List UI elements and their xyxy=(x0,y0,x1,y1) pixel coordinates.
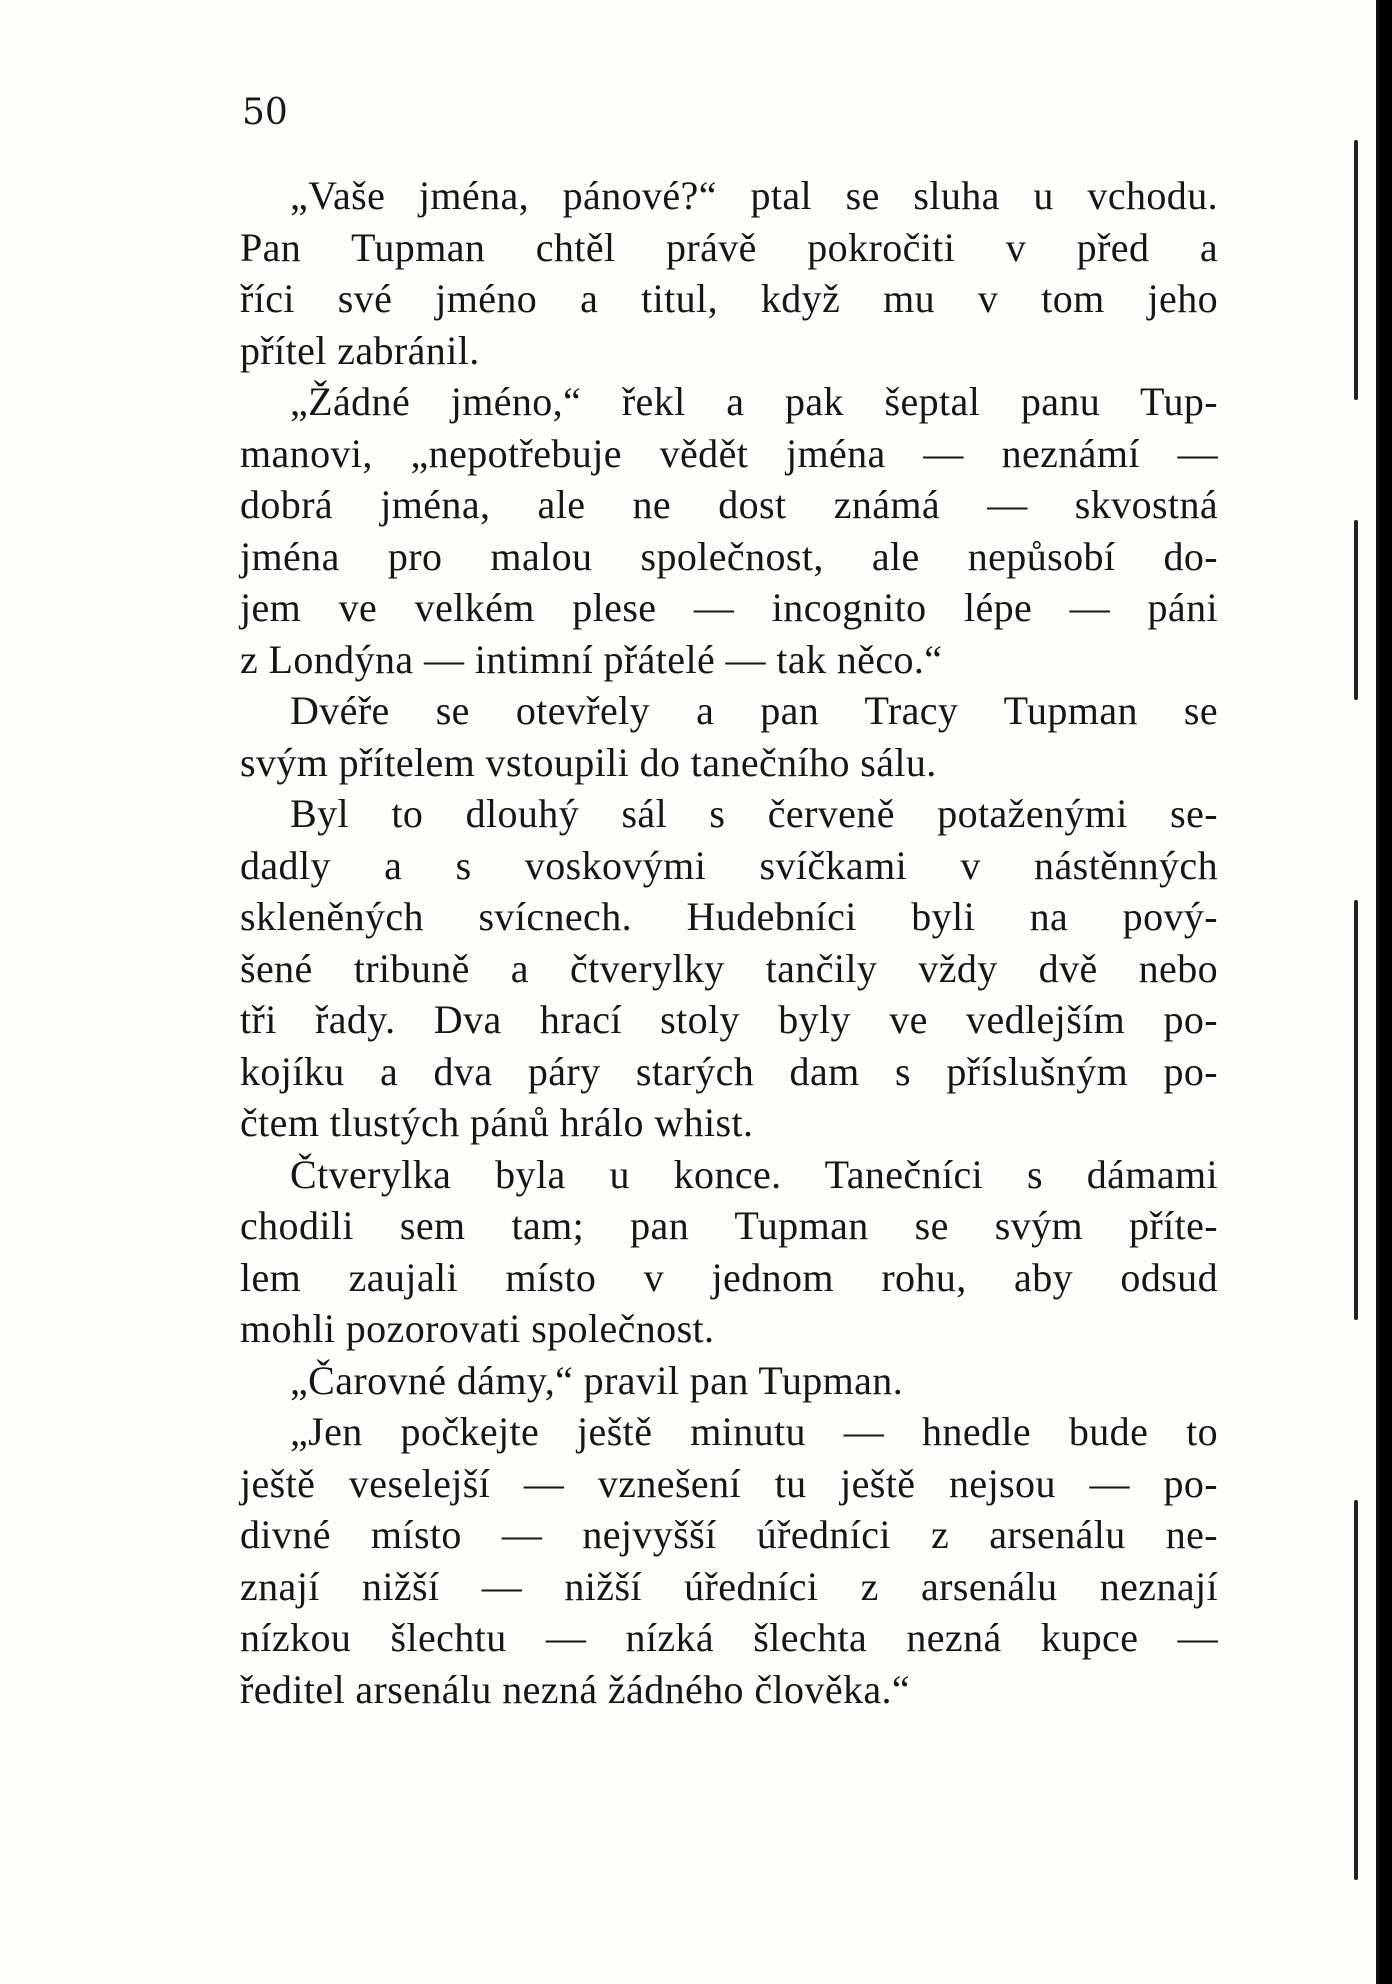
paragraph xyxy=(240,170,1218,376)
text-line: z Londýna — intimní přátelé — tak něco.“ xyxy=(240,636,943,682)
text-line: dadly a s voskovými svíčkami v nástěnných xyxy=(240,842,1218,888)
text-line: lem zaujali místo v jednom rohu, aby odsud xyxy=(240,1254,1218,1300)
text-line: čtem tlustých pánů hrálo whist. xyxy=(240,1100,754,1145)
text-line: „Jen počkejte ještě minutu — hnedle bude to xyxy=(290,1409,1218,1454)
text-line: jem ve velkém plese — incognito lépe — páni xyxy=(240,585,1218,630)
text-line: svým přítelem vstoupili do tanečního sálu. xyxy=(240,739,937,785)
text-line: ještě veselejší — vznešení tu ještě nejsou — po- xyxy=(240,1460,1218,1506)
text-line: Byl to dlouhý sál s červeně potaženými se- xyxy=(290,791,1218,836)
text-line: divné místo — nejvyšší úředníci z arsenálu ne- xyxy=(240,1512,1218,1557)
text-line: „Žádné jméno,“ řekl a pak šeptal panu Tup- xyxy=(290,379,1218,424)
paragraph xyxy=(240,1149,1218,1355)
text-line: skleněných svícnech. Hudebníci byli na pový- xyxy=(240,894,1218,939)
text-line: Dvéře se otevřely a pan Tracy Tupman se xyxy=(290,688,1218,733)
text-line: „Čarovné dámy,“ pravil pan Tupman. xyxy=(290,1357,904,1403)
text-line: říci své jméno a titul, když mu v tom jeho xyxy=(240,276,1218,321)
text-line: nízkou šlechtu — nízká šlechta nezná kupce — xyxy=(240,1615,1218,1660)
paragraph xyxy=(240,376,1218,685)
page-edge-mark xyxy=(1354,140,1358,400)
page-edge-mark xyxy=(1354,520,1358,700)
page-edge-mark xyxy=(1354,900,1358,1320)
text-line: Pan Tupman chtěl právě pokročiti v před a xyxy=(240,224,1218,270)
text-line: přítel zabránil. xyxy=(240,327,480,373)
text-line: dobrá jména, ale ne dost známá — skvostná xyxy=(240,482,1218,527)
text-line: kojíku a dva páry starých dam s příslušným po- xyxy=(240,1048,1218,1094)
text-line: tři řady. Dva hrací stoly byly ve vedlejším po- xyxy=(240,997,1218,1042)
paragraph xyxy=(240,788,1218,1149)
text-line: chodili sem tam; pan Tupman se svým příte- xyxy=(240,1203,1218,1248)
paragraph xyxy=(240,685,1218,788)
text-line: Čtverylka byla u konce. Tanečníci s dámami xyxy=(290,1151,1218,1197)
text-line: ředitel arsenálu nezná žádného člověka.“ xyxy=(240,1666,911,1712)
body-text xyxy=(240,170,1218,1715)
page-number: 50 xyxy=(242,92,288,133)
paragraph xyxy=(240,1355,1218,1407)
page-edge-mark xyxy=(1354,1500,1358,1880)
text-line: manovi, „nepotřebuje vědět jména — neznámí — xyxy=(240,430,1218,476)
paragraph xyxy=(240,1406,1218,1715)
text-line: šené tribuně a čtverylky tančily vždy dvě nebo xyxy=(240,945,1218,991)
text-line: „Vaše jména, pánové?“ ptal se sluha u vchodu. xyxy=(290,173,1218,218)
text-line: jména pro malou společnost, ale nepůsobí do- xyxy=(240,533,1218,579)
text-line: mohli pozorovati společnost. xyxy=(240,1306,715,1351)
text-line: znají nižší — nižší úředníci z arsenálu neznají xyxy=(240,1563,1218,1609)
